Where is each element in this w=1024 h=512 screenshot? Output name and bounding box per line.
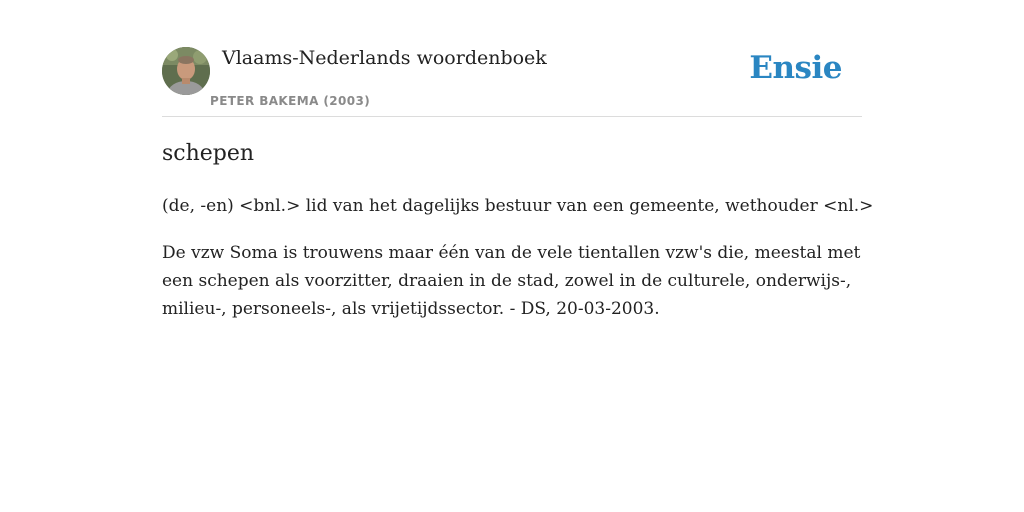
entry-definition: (de, -en) <bnl.> lid van het dagelijks bestuur van een gemeente, wethouder <nl.> <box>162 196 874 216</box>
entry-word: schepen <box>162 141 255 166</box>
entry-example: De vzw Soma is trouwens maar één van de vele tientallen vzw's die, meestal met een schepen als voorzitter, draaien in de stad, zowel in de culturele, onderwijs-, milieu-, personeels-, als vrijetijdssector. - DS, 20-03-2003. <box>162 243 861 319</box>
content-container <box>162 0 874 319</box>
avatar-photo-icon <box>162 47 210 95</box>
author-credit: PETER BAKEMA (2003) <box>210 94 371 108</box>
brand-logo[interactable]: Ensie <box>749 50 842 86</box>
entry-header <box>162 0 862 117</box>
dictionary-title[interactable]: Vlaams-Nederlands woordenboek <box>222 47 547 69</box>
author-avatar[interactable] <box>162 47 210 95</box>
